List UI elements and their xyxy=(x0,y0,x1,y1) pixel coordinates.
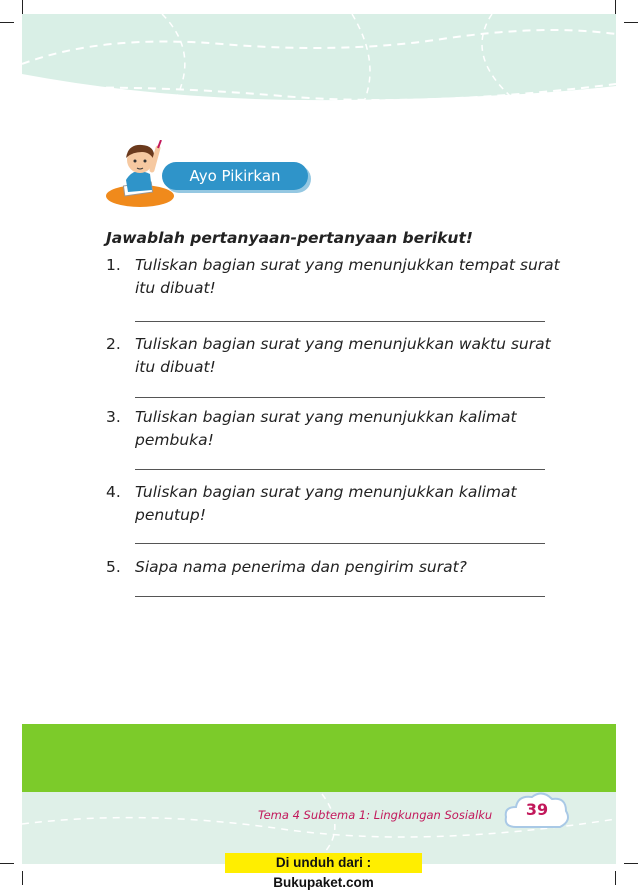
crop-mark xyxy=(624,863,638,864)
answer-line[interactable] xyxy=(135,469,545,470)
crop-mark xyxy=(0,22,14,23)
answer-line[interactable] xyxy=(135,321,545,322)
question-text: Tuliskan bagian surat yang menunjukkan tempat surat itu dibuat! xyxy=(135,256,560,297)
theme-caption: Tema 4 Subtema 1: Lingkungan Sosialku xyxy=(258,808,493,822)
answer-line[interactable] xyxy=(135,543,545,544)
crop-mark xyxy=(615,0,616,14)
section-label: Ayo Pikirkan xyxy=(189,167,281,185)
question-text: Tuliskan bagian surat yang menunjukkan kalimat pembuka! xyxy=(135,408,517,449)
question-number: 5. xyxy=(106,558,121,576)
question-number: 3. xyxy=(106,408,121,426)
crop-mark xyxy=(22,0,23,14)
instruction-heading: Jawablah pertanyaan-pertanyaan berikut! xyxy=(106,229,473,247)
section-label-pill xyxy=(162,162,308,190)
section-badge xyxy=(104,140,314,210)
question-number: 1. xyxy=(106,256,121,274)
question-text: Tuliskan bagian surat yang menunjukkan waktu surat itu dibuat! xyxy=(135,335,551,376)
crop-mark xyxy=(615,871,616,885)
answer-line[interactable] xyxy=(135,596,545,597)
crop-mark xyxy=(0,863,14,864)
footer-green-bar xyxy=(22,724,616,792)
download-source-banner[interactable]: Di unduh dari : Bukupaket.com xyxy=(225,853,422,873)
question-text: Tuliskan bagian surat yang menunjukkan kalimat penutup! xyxy=(135,483,517,524)
crop-mark xyxy=(624,22,638,23)
question-number: 4. xyxy=(106,483,121,501)
answer-line[interactable] xyxy=(135,397,545,398)
question-number: 2. xyxy=(106,335,121,353)
crop-mark xyxy=(22,871,23,885)
header-decoration xyxy=(22,14,616,106)
page-number: 39 xyxy=(525,800,549,819)
question-text: Siapa nama penerima dan pengirim surat? xyxy=(135,558,467,576)
